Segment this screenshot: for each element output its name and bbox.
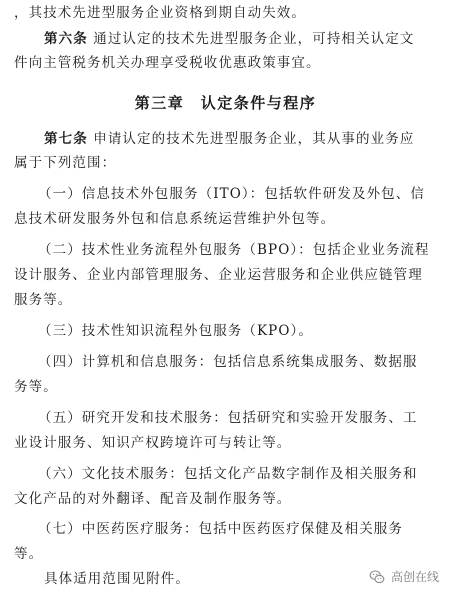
chapter-title: 第三章 认定条件与程序: [134, 94, 317, 112]
list-item-4-line-1: （四）计算机和信息服务：包括信息系统集成服务、数据服: [38, 354, 418, 370]
text-line-intro: ，其技术先进型服务企业资格到期自动失效。: [14, 5, 306, 21]
list-item-3-line-1: （三）技术性知识流程外包服务（KPO）。: [38, 323, 313, 339]
list-item-6-line-1: （六）文化技术服务：包括文化产品数字制作及相关服务和: [38, 466, 418, 482]
article-7-text-1: 申请认定的技术先进型服务企业，其从事的业务应: [93, 131, 415, 147]
list-item-2-line-3: 服务等。: [14, 292, 73, 308]
list-item-1-line-1: （一）信息技术外包服务（ITO）：包括软件研发及外包、信: [38, 186, 425, 202]
article-6-label: 第六条: [44, 31, 88, 47]
watermark-text: 高创在线: [390, 570, 439, 584]
list-item-4-line-2: 务等。: [14, 379, 58, 395]
article-6-line-2: 件向主管税务机关办理享受税收优惠政策事宜。: [14, 55, 321, 71]
article-6-line-1: [44, 30, 414, 48]
list-item-6-line-2: 文化产品的对外翻译、配音及制作服务等。: [14, 491, 292, 507]
list-item-2-line-2: 设计服务、企业内部管理服务、企业运营服务和企业供应链管理: [14, 267, 423, 283]
article-7-line-2: 属于下列范围：: [14, 155, 117, 171]
watermark: [369, 568, 439, 585]
list-item-2-line-1: （二）技术性业务流程外包服务（BPO）：包括企业业务流程: [38, 242, 430, 258]
wechat-icon: [369, 569, 385, 585]
list-item-7-line-1: （七）中医药医疗服务：包括中医药医疗保健及相关服务: [38, 521, 403, 537]
list-item-1-line-2: 息技术研发服务外包和信息系统运营维护外包等。: [14, 211, 336, 227]
list-item-7-line-2: 等。: [14, 546, 44, 562]
list-item-5-line-1: （五）研究开发和技术服务：包括研究和实验开发服务、工: [38, 410, 418, 426]
article-7-line-1: [44, 130, 414, 148]
list-item-5-line-2: 业设计服务、知识产权跨境许可与转让等。: [14, 435, 292, 451]
article-6-text-1: 通过认定的技术先进型服务企业，可持相关认定文: [93, 31, 415, 47]
article-7-label: 第七条: [44, 131, 88, 147]
closing-line: 具体适用范围见附件。: [44, 571, 190, 587]
